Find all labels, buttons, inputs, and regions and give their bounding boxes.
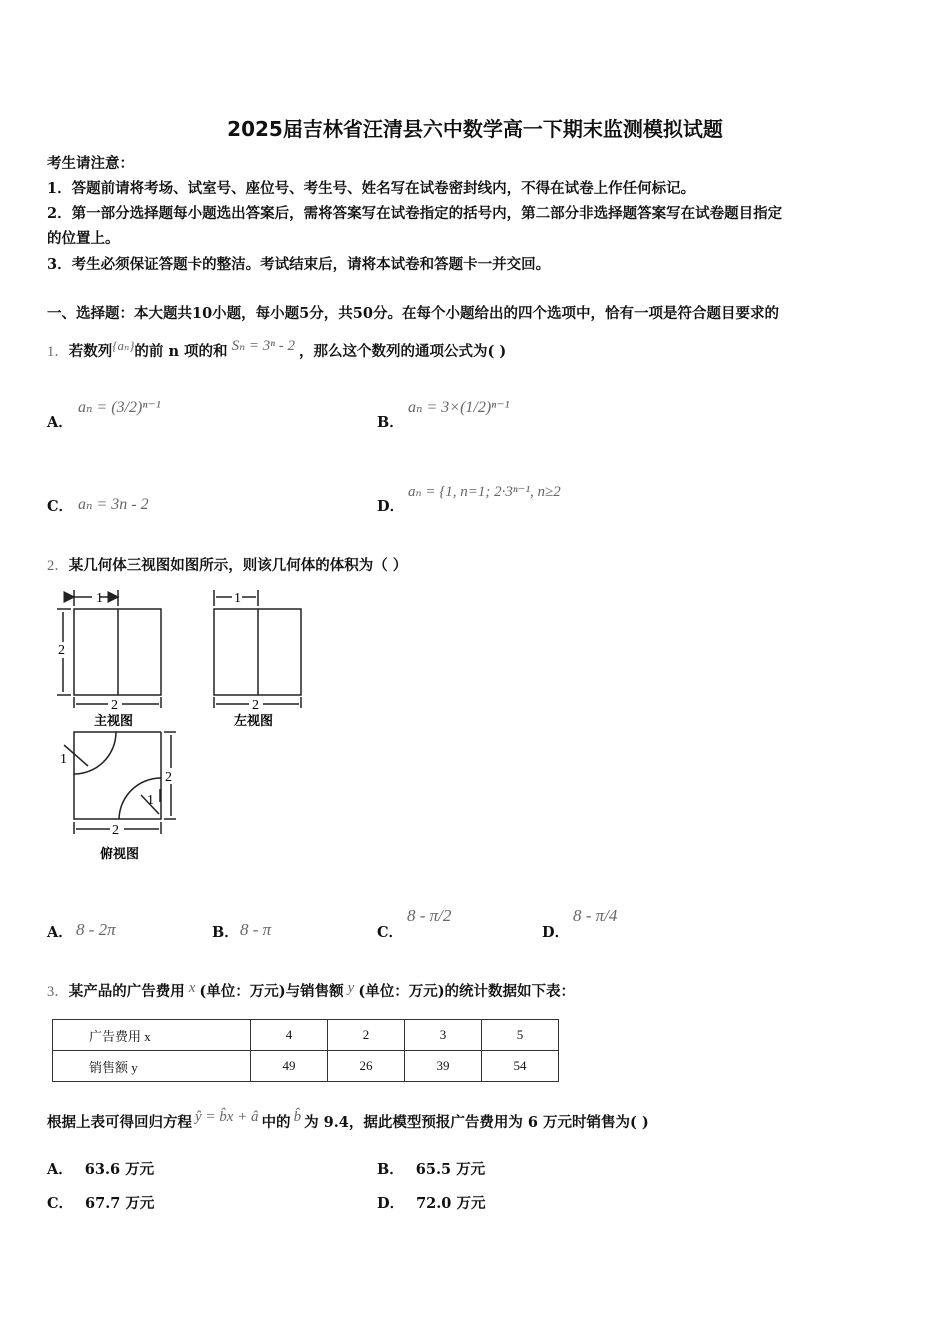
table-cell: 5 — [482, 1020, 559, 1051]
top-radius-label-2: 1 — [147, 793, 154, 808]
q3-option-c-label: C． — [47, 1195, 74, 1212]
table-cell: 49 — [251, 1051, 328, 1082]
q2-option-d-formula: 8 - π/4 — [573, 906, 618, 925]
table-cell: 54 — [482, 1051, 559, 1082]
notice-item-2b: 的位置上。 — [47, 230, 120, 247]
table-cell: 39 — [405, 1051, 482, 1082]
q2-option-d-label: D． — [542, 924, 570, 941]
q1-number: 1． — [47, 344, 69, 360]
q3-option-a-text: 63.6 万元 — [84, 1161, 155, 1178]
q1-text-3: ，那么这个数列的通项公式为( ) — [298, 343, 507, 360]
q1-option-c-label: C． — [47, 498, 74, 515]
q3-y-var: y — [347, 980, 355, 996]
q2-option-a-formula: 8 - 2π — [76, 920, 116, 939]
q3-bhat: b̂ — [293, 1109, 302, 1125]
q2-option-b-label: B． — [212, 924, 239, 941]
top-view — [64, 732, 176, 834]
q3-data-table — [52, 1019, 559, 1082]
q1-option-b-label: B． — [377, 414, 404, 431]
q2-text: 某几何体三视图如图所示，则该几何体的体积为（ ） — [68, 557, 408, 574]
q2-option-c-label: C． — [377, 924, 404, 941]
q1-option-d-formula: aₙ = {1, n=1; 2·3ⁿ⁻¹, n≥2 — [408, 484, 561, 500]
q3-option-b-label: B． — [377, 1161, 404, 1178]
table-cell: 4 — [251, 1020, 328, 1051]
table-row — [53, 1020, 559, 1051]
q3-question-2: 中的 — [261, 1114, 291, 1131]
table-row — [53, 1051, 559, 1082]
q3-option-a-label: A． — [47, 1161, 73, 1178]
top-radius-label-1: 1 — [60, 752, 67, 767]
notice-item-3: 3．考生必须保证答题卡的整洁。考试结束后，请将本试卷和答题卡一并交回。 — [47, 256, 551, 273]
q3-stem — [47, 980, 575, 1001]
q3-option-d-text: 72.0 万元 — [416, 1195, 486, 1212]
table-header-ad: 广告费用 x — [53, 1020, 251, 1051]
front-width-label: 1 — [96, 591, 103, 606]
q3-text-1: 某产品的广告费用 — [68, 983, 185, 1000]
q3-text-3: (单位：万元)的统计数据如下表： — [358, 983, 576, 1000]
notice-heading: 考生请注意： — [47, 155, 134, 172]
top-base-label: 2 — [112, 823, 119, 838]
table-cell: 2 — [328, 1020, 405, 1051]
q2-option-b-formula: 8 - π — [240, 920, 272, 939]
front-view-caption: 主视图 — [94, 713, 134, 728]
side-view — [214, 590, 301, 708]
q1-option-b-formula: aₙ = 3×(1/2)ⁿ⁻¹ — [408, 399, 510, 416]
q3-option-c-text: 67.7 万元 — [85, 1195, 155, 1212]
q3-number: 3． — [47, 984, 69, 1000]
q3-text-2: (单位：万元)与销售额 — [199, 983, 344, 1000]
q3-option-d — [377, 1192, 485, 1213]
q3-option-b-text: 65.5 万元 — [415, 1161, 486, 1178]
q1-option-d-label: D． — [377, 498, 405, 515]
notice-item-1: 1．答题前请将考场、试室号、座位号、考生号、姓名写在试卷密封线内，不得在试卷上作任何标记。 — [47, 180, 696, 197]
q3-x-var: x — [188, 980, 196, 996]
q2-stem — [47, 554, 407, 575]
q3-question-1: 根据上表可得回归方程 — [47, 1114, 192, 1131]
table-cell: 26 — [328, 1051, 405, 1082]
notice-item-2a: 2．第一部分选择题每小题选出答案后，需将答案写在试卷指定的括号内，第二部分非选择题答案写在试卷题目指定 — [47, 205, 783, 222]
q1-stem — [47, 340, 506, 361]
front-height-label: 2 — [58, 643, 65, 658]
q2-option-c-formula: 8 - π/2 — [407, 906, 452, 925]
q1-sequence: {aₙ} — [112, 338, 135, 353]
table-header-sales: 销售额 y — [53, 1051, 251, 1082]
q1-option-a-label: A． — [47, 414, 73, 431]
front-view — [57, 590, 161, 708]
side-view-caption: 左视图 — [234, 713, 274, 728]
q3-option-b — [377, 1158, 485, 1179]
q2-number: 2． — [47, 558, 69, 574]
q2-option-a-label: A． — [47, 924, 73, 941]
section-heading: 一、选择题：本大题共10小题，每小题5分，共50分。在每个小题给出的四个选项中，恰有一项是符合题目要求的 — [47, 305, 779, 322]
side-base-label: 2 — [252, 698, 259, 713]
q1-sum-formula: Sₙ = 3ⁿ - 2 — [231, 338, 295, 354]
q3-question-3: 为 9.4，据此模型预报广告费用为 6 万元时销售为( ) — [304, 1114, 649, 1131]
front-base-label: 2 — [111, 698, 118, 713]
q3-option-c — [47, 1192, 154, 1213]
side-width-label: 1 — [234, 591, 241, 606]
top-height-label: 2 — [165, 770, 172, 785]
three-view-figure — [44, 582, 314, 872]
q3-option-a — [47, 1158, 154, 1179]
q1-option-a-formula: aₙ = (3/2)ⁿ⁻¹ — [78, 399, 161, 416]
q1-text-2: 的前 n 项的和 — [134, 343, 228, 360]
q3-regression-eq: ŷ = b̂x + â — [195, 1109, 259, 1125]
q3-question — [47, 1111, 649, 1132]
top-view-caption: 俯视图 — [100, 846, 140, 861]
page-title: 2025届吉林省汪清县六中数学高一下期末监测模拟试题 — [227, 117, 723, 141]
q3-option-d-label: D． — [377, 1195, 405, 1212]
table-cell: 3 — [405, 1020, 482, 1051]
q1-text-1: 若数列 — [68, 343, 113, 360]
q1-option-c-formula: aₙ = 3n - 2 — [78, 496, 149, 513]
